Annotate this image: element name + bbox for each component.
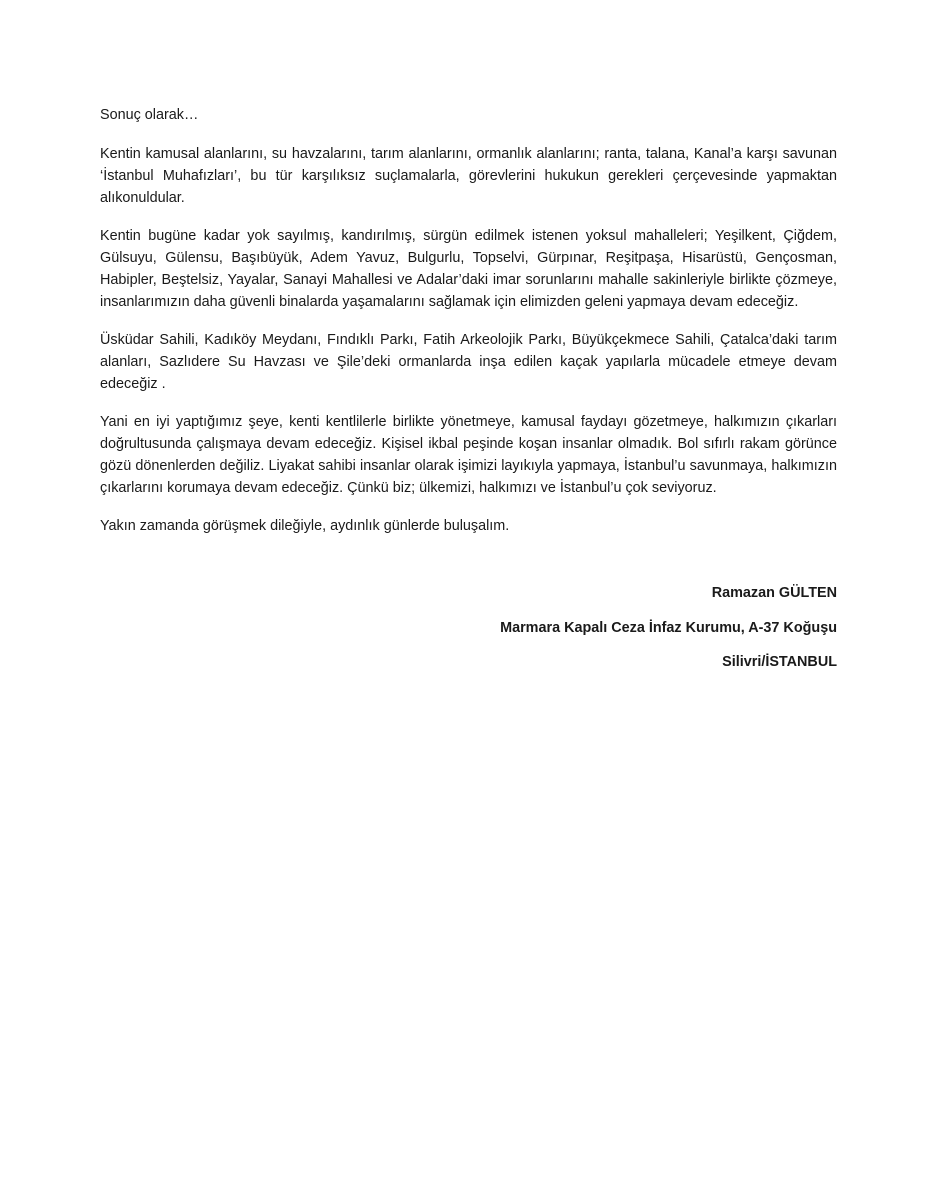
letter-paragraph-3: Üsküdar Sahili, Kadıköy Meydanı, Fındıklı Parkı, Fatih Arkeolojik Parkı, Büyükçekmece Sahili, Çatalca’daki tarım alanları, Sazlıdere Su Havzası ve Şile’deki ormanlarda inşa edilen kaçak yapılarla mücadele etmeye devam edeceğiz .	[100, 332, 837, 392]
signature-city: Silivri/İSTANBUL	[722, 654, 837, 670]
letter-greeting: Sonuç olarak…	[100, 107, 199, 123]
signature-institution: Marmara Kapalı Ceza İnfaz Kurumu, A-37 Koğuşu	[500, 620, 837, 636]
letter-paragraph-4: Yani en iyi yaptığımız şeye, kenti kentlilerle birlikte yönetmeye, kamusal faydayı gözetmeye, halkımızın çıkarları doğrultusunda çalışmaya devam edeceğiz. Kişisel ikbal peşinde koşan insanlar olmadık. Bol sıfırlı rakam görünce gözü dönenlerden değiliz. Liyakat sahibi insanlar olarak işimizi layıkıyla yapmaya, İstanbul’u savunmaya, halkımızın çıkarlarını korumaya devam edeceğiz. Çünkü biz; ülkemizi, halkımızı ve İstanbul’u çok seviyoruz.	[100, 414, 837, 496]
letter-paragraph-2: Kentin bugüne kadar yok sayılmış, kandırılmış, sürgün edilmek istenen yoksul mahalleleri; Yeşilkent, Çiğdem, Gülsuyu, Gülensu, Başıbüyük, Adem Yavuz, Bulgurlu, Topselvi, Gürpınar, Reşitpaşa, Hisarüstü, Gençosman, Habipler, Beştelsiz, Yayalar, Sanayi Mahallesi ve Adalar’daki imar sorunlarını mahalle sakinleriyle birlikte çözmeye, insanlarımızın daha güvenli binalarda yaşamalarını sağlamak için elimizden geleni yapmaya devam edeceğiz.	[100, 228, 837, 310]
letter-body	[100, 104, 837, 537]
letter-paragraph-1: Kentin kamusal alanlarını, su havzalarını, tarım alanlarını, ormanlık alanlarını; ranta, talana, Kanal’a karşı savunan ‘İstanbul Muhafızları’, bu tür karşılıksız suçlamalarla, görevlerini hukukun gerekleri çerçevesinde yapmaktan alıkonuldular.	[100, 146, 837, 206]
signature-name: Ramazan GÜLTEN	[711, 585, 837, 601]
letter-closing: Yakın zamanda görüşmek dileğiyle, aydınlık günlerde buluşalım.	[100, 518, 510, 534]
